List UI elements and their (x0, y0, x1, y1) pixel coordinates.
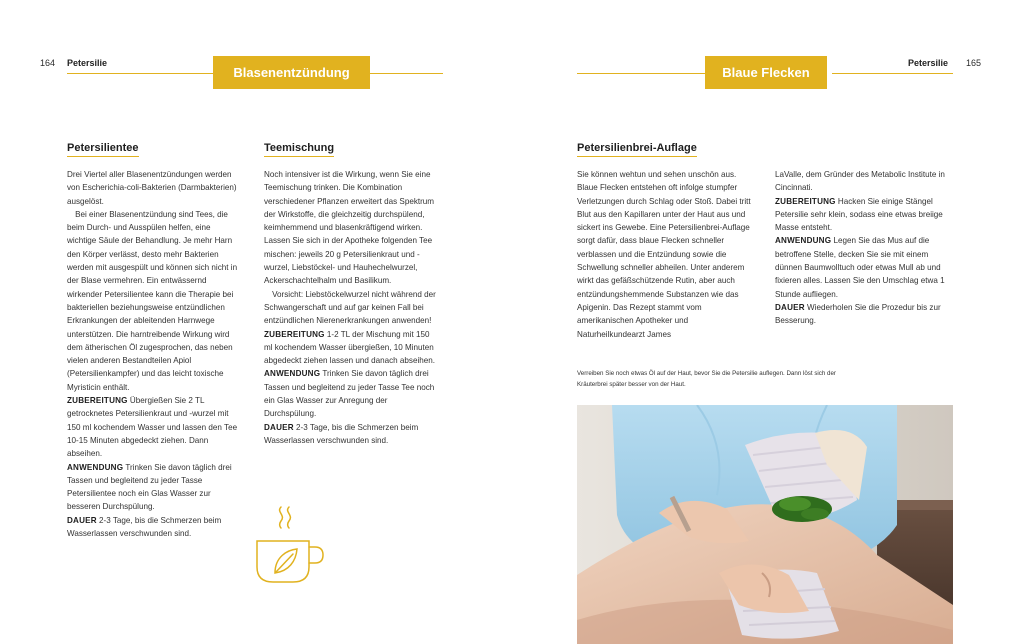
label-zubereitung: ZUBEREITUNG (67, 396, 128, 406)
text-zubereitung: 1-2 TL der Mischung mit 150 ml kochendem Wasser übergießen, 10 Minuten abgedeckt ziehen lassen und danach abseihen. (264, 329, 436, 366)
label-zubereitung: ZUBEREITUNG (775, 196, 836, 206)
heading-petersilientee: Petersilientee (67, 141, 139, 157)
paragraph: Vorsicht: Liebstöckelwurzel nicht während der Schwangerschaft und auf gar keinen Fall bei entzündlichen Nierenerkrankungen anwenden! (264, 289, 436, 326)
label-zubereitung: ZUBEREITUNG (264, 329, 325, 339)
header-rule-left-2 (370, 73, 443, 74)
running-title-left: Petersilie (67, 58, 108, 68)
text-zubereitung: Hacken Sie einige Stängel Petersilie sehr klein, sodass eine etwas breiige Masse entsteht. (775, 196, 943, 233)
label-anwendung: ANWENDUNG (264, 369, 321, 379)
photo-parsley-poultice-on-knee (577, 405, 953, 644)
page-number-left: 164 (40, 58, 56, 68)
header-rule-right-1 (577, 73, 705, 74)
header-rule-left-1 (67, 73, 213, 74)
text-column-petersilienbrei-continued (775, 168, 953, 328)
tea-cup-icon (253, 503, 329, 587)
text-column-petersilienbrei (577, 168, 755, 341)
label-anwendung: ANWENDUNG (67, 462, 124, 472)
paragraph: Bei einer Blasenentzündung sind Tees, die beim Durch- und Ausspülen helfen, eine wichtige Säule der Behandlung. Je mehr Harn den Körper verlässt, desto mehr Bakterien werden mit ausgespült und können sich nicht in der Blase vermehren. Ein entwässernd wirkender Petersilientee kann die Therapie bei bakteriellen beziehungsweise entzündlichen Erkrankungen der ableitenden Harnwege unterstützen. Die harntreibende Wirkung wird dem ätherischen Öl zugesprochen, das neben vielen anderen Bestandteilen Apiol (Petersilienkampfer) und das leicht toxische Myristicin enthält. (67, 209, 238, 392)
label-dauer: DAUER (775, 302, 805, 312)
text-dauer: 2-3 Tage, bis die Schmerzen beim Wasserlassen verschwunden sind. (67, 515, 222, 539)
label-dauer: DAUER (264, 422, 294, 432)
text-dauer: 2-3 Tage, bis die Schmerzen beim Wasserlassen verschwunden sind. (264, 422, 419, 445)
text-zubereitung: Übergießen Sie 2 TL getrocknetes Petersilienkraut und -wurzel mit 150 ml kochendem Wasser und lassen den Tee 10-15 Minuten abgedeckt ziehen. Dann abseihen. (67, 396, 238, 459)
header-rule-right-2 (832, 73, 953, 74)
page-number-right: 165 (966, 58, 982, 68)
text-anwendung: Trinken Sie davon täglich drei Tassen und begleitend zu jeder Tasse Petersilientee noch ein Glas Wasser zur besseren Durchspülung. (67, 462, 232, 512)
heading-teemischung: Teemischung (264, 141, 334, 157)
text-column-petersilientee (67, 168, 242, 540)
paragraph: Sie können wehtun und sehen unschön aus. Blaue Flecken entstehen oft infolge stumpfer Verletzungen durch Schlag oder Stoß. Dabei tritt Blut aus den Kapillaren unter der Haut aus und sickert ins Gewebe. Eine Petersilienbrei-Auflage sorgt dafür, dass blaue Flecken schneller verblassen und die Entzündung sowie die Schwellung schneller abheilen. Unter anderem wirkt das gefäßschützende Rutin, aber auch entzündungshemmende Substanzen wie das Apigenin. Das Rezept stammt vom amerikanischen Apotheker und Naturheilkundearzt James (577, 170, 751, 339)
label-anwendung: ANWENDUNG (775, 236, 832, 246)
text-column-teemischung (264, 168, 440, 447)
paragraph: LaValle, dem Gründer des Metabolic Institute in Cincinnati. (775, 170, 945, 193)
text-anwendung: Legen Sie das Mus auf die betroffene Stelle, decken Sie sie mit einem dünnen Baumwolltuch oder etwas Mull ab und fixieren alles. Lassen Sie den Umschlag etwa 1 Stunde aufliegen. (775, 236, 945, 299)
paragraph: Drei Viertel aller Blasenentzündungen werden von Escherichia-coli-Bakterien (Darmbakterien) ausgelöst. (67, 170, 237, 206)
section-title-blaue-flecken: Blaue Flecken (705, 56, 827, 89)
heading-petersilienbrei-auflage: Petersilienbrei-Auflage (577, 141, 697, 157)
photo-caption: Verreiben Sie noch etwas Öl auf der Haut, bevor Sie die Petersilie auflegen. Dann löst sich der Kräuterbrei später besser von der Haut. (577, 370, 836, 388)
text-dauer: Wiederholen Sie die Prozedur bis zur Besserung. (775, 302, 941, 326)
section-title-blasenentzuendung: Blasenentzündung (213, 56, 370, 89)
running-title-right: Petersilie (908, 58, 949, 68)
text-anwendung: Trinken Sie davon täglich drei Tassen und begleitend zu jeder Tasse Tee noch ein Glas Wasser zur Anregung der Durchspülung. (264, 369, 435, 419)
label-dauer: DAUER (67, 515, 97, 525)
paragraph: Noch intensiver ist die Wirkung, wenn Sie eine Teemischung trinken. Die Kombination verschiedener Pflanzen erweitert das Spektrum der Wirkstoffe, die gleichzeitig durchspülend, keimhemmend und blasenkräftigend wirken. Lassen Sie sich in der Apotheke folgenden Tee mischen: jeweils 20 g Petersilienkraut und -wurzel, Liebstöckel- und Hauhechelwurzel, Ackerschachtelhalm und Basilikum. (264, 170, 435, 286)
